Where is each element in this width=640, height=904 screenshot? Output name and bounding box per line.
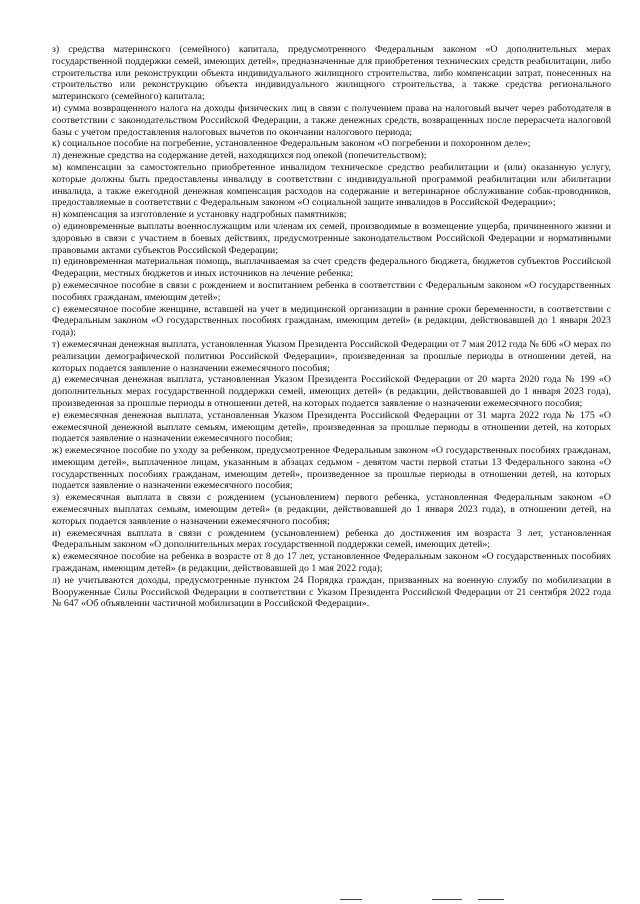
scan-artifact-line [340,899,362,900]
paragraph-r-child-allowance: р) ежемесячное пособие в связи с рождением и воспитанием ребенка в соответствии с Федеральным законом «О государственных пособиях гражданам, имеющим детей»; [52,279,611,303]
paragraph-z-first-child-payment: з) ежемесячная выплата в связи с рождением (усыновлением) первого ребенка, установленная Федеральным законом «О ежемесячных выплатах семьям, имеющим детей» (в редакции, действовавшей до 1 января 2023 года), в отношении детей, на которых подается заявление о назначении ежемесячного пособия; [52,492,611,527]
paragraph-o-military-payments: о) единовременные выплаты военнослужащим или членам их семей, производимые в возмещение ущерба, причиненного жизни и здоровью в связи с участием в боевых действиях, предусмотренные законодательством Российской Федерации и нормативными правовыми актами субъектов Российской Федерации; [52,220,611,256]
paragraph-l-guardianship-funds: л) денежные средства на содержание детей, находящихся под опекой (попечительством); [52,150,427,162]
paragraph-t-decree-606-payment: т) ежемесячная денежная выплата, установленная Указом Президента Российской Федерации от 7 мая 2012 года № 606 «О мерах по реализации демографической политики Российской Федерации», произведенная за прошлые периоды в отношении детей, на которых подается заявление о назначении ежемесячного пособия; [52,338,611,374]
paragraph-s-pregnancy-allowance: с) ежемесячное пособие женщине, вставшей на учет в медицинской организации в ранние сроки беременности, в соответствии с Федеральным законом «О государственных пособиях гражданам, имеющим детей» (в редакции, действовавшей до 1 января 2023 года); [52,303,611,339]
paragraph-n-tombstone-compensation: н) компенсация за изготовление и установку надгробных памятников; [52,209,347,221]
scan-artifact-line [478,899,504,900]
paragraph-d-decree-199-payment: д) ежемесячная денежная выплата, установленная Указом Президента Российской Федерации от 20 марта 2020 года № 199 «О дополнительных мерах государственной поддержки семей, имеющих детей» (в редакции, действовавшей до 1 января 2023 года), произведенная за прошлые периоды в отношении детей, на которых подается заявление о назначении ежемесячного пособия; [52,374,611,409]
paragraph-i-under-3-payment: и) ежемесячная выплата в связи с рождением (усыновлением) ребенка до достижения им возраста 3 лет, установленная Федеральным законом «О дополнительных мерах государственной поддержки семей, имеющих детей»; [52,527,611,551]
paragraph-z-maternity-capital: з) средства материнского (семейного) капитала, предусмотренного Федеральным законом «О дополнительных мерах государственной поддержки семей, имеющих детей», предназначенные для приобретения технических средств реабилитации, либо строительства или реконструкции объекта индивидуального жилищного строительства, либо компенсации затрат, понесенных на строительство или реконструкцию объекта индивидуального жилищного строительства, а также средства регионального материнского (семейного) капитала; [52,44,611,103]
paragraph-k-burial-allowance: к) социальное пособие на погребение, установленное Федеральным законом «О погребении и похоронном деле»; [52,138,531,150]
paragraph-i-tax-refund: и) сумма возвращенного налога на доходы физических лиц в связи с получением права на налоговый вычет через работодателя в соответствии с законодательством Российской Федерации, а также денежных средств, возвращенных после перерасчета налоговой базы с учетом предоставления налоговых вычетов по окончании налогового периода; [52,102,611,138]
scan-artifact-line [432,899,462,900]
document-body [52,44,611,610]
paragraph-e-decree-175-payment: е) ежемесячная денежная выплата, установленная Указом Президента Российской Федерации от 31 марта 2022 года № 175 «О ежемесячной денежной выплате семьям, имеющим детей», произведенная за прошлые периоды в отношении детей, на которых подается заявление о назначении ежемесячного пособия; [52,409,611,445]
paragraph-k-8-17-allowance: к) ежемесячное пособие на ребенка в возрасте от 8 до 17 лет, установленное Федеральным законом «О государственных пособиях гражданам, имеющим детей» (в редакции, действовавшей до 1 мая 2022 года); [52,551,611,575]
paragraph-l-mobilization-income: л) не учитываются доходы, предусмотренные пунктом 24 Порядка граждан, призванных на военную службу по мобилизации в Вооруженные Силы Российской Федерации в соответствии с Указом Президента Российской Федерации от 21 сентября 2022 года № 647 «Об объявлении частичной мобилизации в Российской Федерации». [52,574,611,610]
paragraph-p-medical-aid: п) единовременная материальная помощь, выплачиваемая за счет средств федерального бюджета, бюджетов субъектов Российской Федерации, местных бюджетов и иных источников на лечение ребенка; [52,256,611,280]
paragraph-zh-childcare-allowance: ж) ежемесячное пособие по уходу за ребенком, предусмотренное Федеральным законом «О государственных пособиях гражданам, имеющим детей», выплаченное лицам, указанным в абзацах седьмом - девятом части первой статьи 13 Федерального закона «О государственных пособиях гражданам, имеющим детей», произведенное за прошлые периоды в отношении детей, на которых подается заявление о назначении ежемесячного пособия; [52,445,611,492]
paragraph-m-disability-compensation: м) компенсации за самостоятельно приобретенное инвалидом техническое средство реабилитации и (или) оказанную услугу, которые должны быть предоставлены инвалиду в соответствии с индивидуальной программой реабилитации или абилитации инвалида, а также ежегодной денежная компенсация расходов на содержание и ветеринарное обслуживание собак-проводников, предоставляемые в соответствии с Федеральным законом «О социальной защите инвалидов в Российской Федерации»; [52,161,611,209]
